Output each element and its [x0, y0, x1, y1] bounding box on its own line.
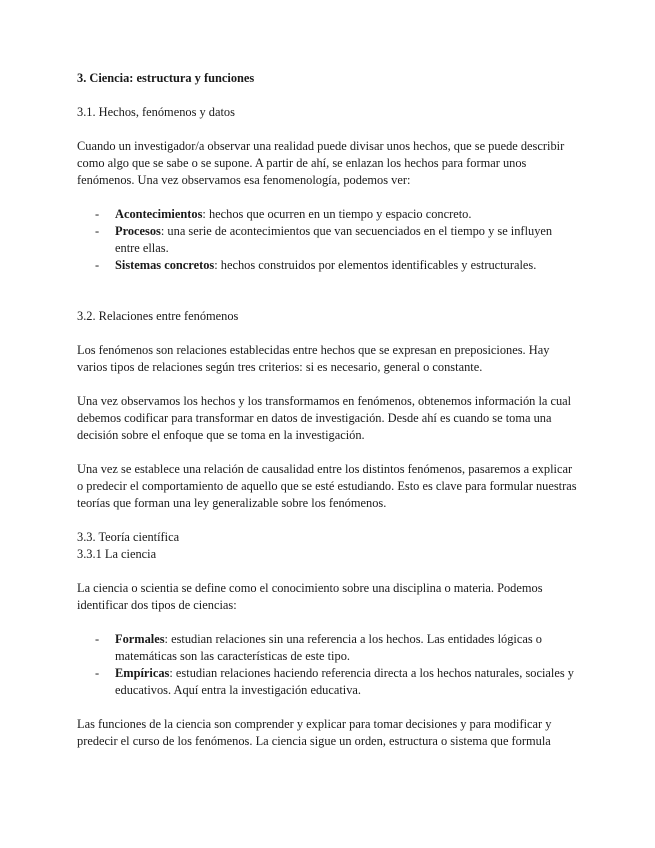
paragraph: Una vez observamos los hechos y los transformamos en fenómenos, obtenemos información la cual debemos codificar para transformar en datos de investigación. Desde ahí es cuando se toma una decisión sobre el enfoque que se toma en la investigación. [77, 394, 572, 442]
dash-bullet: - [95, 224, 100, 238]
list-item [77, 223, 577, 257]
list-text: : una serie de acontecimientos que van secuenciados en el tiempo y se influyen entre ellas. [115, 224, 553, 255]
dash-bullet: - [95, 632, 100, 646]
subsection-title-3-3: 3.3. Teoría científica [77, 530, 180, 544]
list-ciencias [77, 631, 577, 699]
paragraph: La ciencia o scientia se define como el conocimiento sobre una disciplina o materia. Podemos identificar dos tipos de ciencias: [77, 581, 543, 612]
paragraph: Cuando un investigador/a observar una realidad puede divisar unos hechos, que se puede describir como algo que se sabe o se supone. A partir de ahí, se enlazan los hechos para formar unos fenómenos. Una vez observamos esa fenomenología, podemos ver: [77, 139, 565, 187]
list-fenomenos [77, 206, 577, 274]
list-text: : estudian relaciones sin una referencia a los hechos. Las entidades lógicas o matemáticas son las características de este tipo. [115, 632, 542, 663]
subsection-title-3-3-1: 3.3.1 La ciencia [77, 547, 157, 561]
list-item [77, 257, 577, 274]
list-term: Procesos [115, 224, 161, 238]
document-page [77, 70, 577, 767]
list-text: : hechos que ocurren en un tiempo y espacio concreto. [202, 207, 472, 221]
paragraph: Una vez se establece una relación de causalidad entre los distintos fenómenos, pasaremos a explicar o predecir el comportamiento de aquello que se esté estudiando. Esto es clave para formular nuestras teorías que forman una ley generalizable sobre los fenómenos. [77, 462, 577, 510]
paragraph: Las funciones de la ciencia son comprender y explicar para tomar decisiones y para modificar y predecir el curso de los fenómenos. La ciencia sigue un orden, estructura o sistema que formula [77, 717, 552, 748]
subsection-title-3-1: 3.1. Hechos, fenómenos y datos [77, 105, 235, 119]
list-item [77, 665, 577, 699]
list-text: : estudian relaciones haciendo referencia directa a los hechos naturales, sociales y educativos. Aquí entra la investigación educativa. [115, 666, 574, 697]
dash-bullet: - [95, 666, 100, 680]
list-item [77, 206, 577, 223]
paragraph: Los fenómenos son relaciones establecidas entre hechos que se expresan en preposiciones. Hay varios tipos de relaciones según tres criterios: si es necesario, general o constante. [77, 343, 550, 374]
list-item [77, 631, 577, 665]
list-term: Formales [115, 632, 165, 646]
list-term: Sistemas concretos [115, 258, 215, 272]
list-text: : hechos construidos por elementos identificables y estructurales. [214, 258, 537, 272]
subsection-title-3-2: 3.2. Relaciones entre fenómenos [77, 309, 239, 323]
section-title: 3. Ciencia: estructura y funciones [77, 71, 255, 85]
list-term: Acontecimientos [115, 207, 203, 221]
dash-bullet: - [95, 207, 100, 221]
dash-bullet: - [95, 258, 100, 272]
list-term: Empíricas [115, 666, 170, 680]
